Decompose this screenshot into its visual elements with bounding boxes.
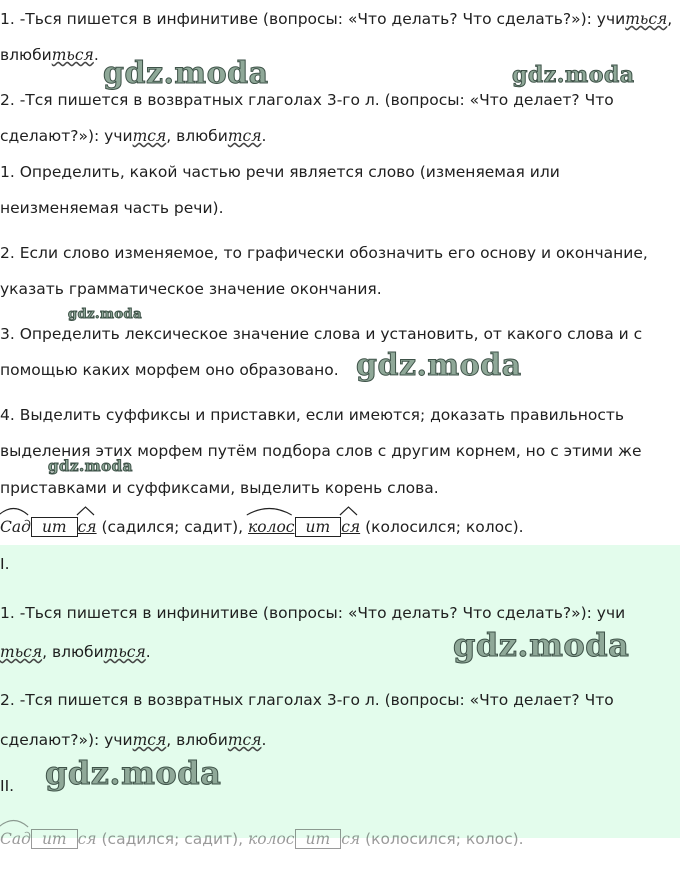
ending-tsya: ться	[625, 10, 668, 28]
step-4-line-b: выделения этих морфем путём подбора слов с другим корнем, но с этими же	[0, 442, 642, 460]
step-3-line-b: помощью каких морфем оно образовано.	[0, 361, 339, 379]
watermark-logo: gdz.moda	[453, 626, 630, 664]
step-1-line-a: 1. Определить, какой частью речи является слово (изменяемая или	[0, 163, 560, 181]
rule-1-line-a: 1. -Ться пишется в инфинитиве (вопросы: «Что делать? Что сделать?»): учиться,	[0, 10, 673, 28]
roman-ii: II.	[0, 777, 15, 795]
watermark-logo: gdz.moda	[68, 307, 143, 322]
step-2-line-a: 2. Если слово изменяемое, то графически обозначить его основу и окончание,	[0, 244, 648, 262]
watermark-logo: gdz.moda	[512, 62, 635, 88]
suffix-box: ит	[295, 517, 342, 537]
suffix-box: ит	[31, 517, 78, 537]
answer-rule-1-line-b: ться, влюбиться.	[0, 643, 151, 661]
answer-rule-2-line-b: сделают?»): учится, влюбится.	[0, 731, 267, 749]
root-sad: Сад	[0, 516, 31, 538]
step-1-line-b: неизменяемая часть речи).	[0, 199, 224, 217]
watermark-logo: gdz.moda	[356, 348, 522, 383]
roman-i: I.	[0, 555, 10, 573]
answer-rule-1-line-a: 1. -Ться пишется в инфинитиве (вопросы: «Что делать? Что сделать?»): учи	[0, 604, 626, 622]
rule-2-line-b: сделают?»): учится, влюбится.	[0, 127, 267, 145]
step-3-line-a: 3. Определить лексическое значение слова и установить, от какого слова и с	[0, 325, 643, 343]
cut-off-line-clip	[0, 826, 680, 848]
watermark-logo: gdz.moda	[48, 457, 133, 475]
rule-1-line-b: влюбиться.	[0, 46, 99, 64]
step-4-line-a: 4. Выделить суффиксы и приставки, если имеются; доказать правильность	[0, 406, 625, 424]
rule-2-line-a: 2. -Тся пишется в возвратных глаголах 3-го л. (вопросы: «Что делает? Что	[0, 91, 614, 109]
postfix-sya: ся	[78, 516, 97, 538]
answer-rule-2-line-a: 2. -Тся пишется в возвратных глаголах 3-го л. (вопросы: «Что делает? Что	[0, 691, 614, 709]
postfix-sya: ся	[341, 516, 360, 538]
watermark-logo: gdz.moda	[103, 56, 269, 91]
step-4-line-c: приставками и суффиксами, выделить корень слова.	[0, 479, 439, 497]
root-kolos: колос	[248, 516, 294, 538]
morpheme-analysis: Сад ит ся (садился; садит), колос ит ся (колосился; колос).	[0, 516, 524, 538]
answer-morpheme-analysis: Сад ит ся (садился; садит), колос ит ся (колосился; колос).	[0, 828, 524, 850]
step-2-line-b: указать грамматическое значение окончания.	[0, 280, 382, 298]
watermark-logo: gdz.moda	[45, 754, 222, 792]
ending-tsya: ться	[51, 46, 94, 64]
